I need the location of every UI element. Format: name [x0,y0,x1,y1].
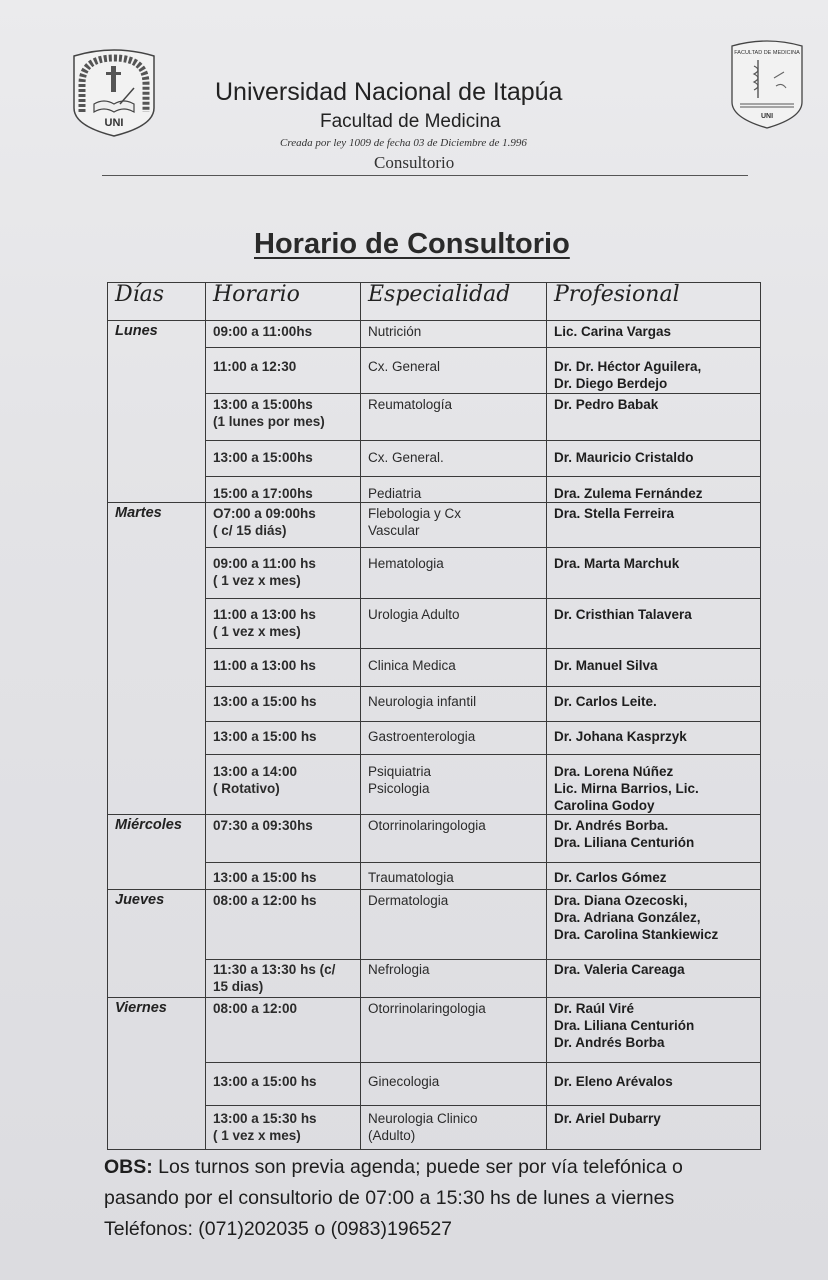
horario-cell [206,960,361,998]
table-row [108,998,761,1063]
especialidad-cell [361,687,547,722]
profesional-cell [547,649,761,687]
table-row [108,755,761,815]
university-name: Universidad Nacional de Itapúa [215,78,563,106]
profesional-cell-line: Dr. Pedro Babak [554,397,659,412]
profesional-cell-line: Dr. Andrés Borba [554,1035,665,1050]
horario-cell [206,599,361,649]
especialidad-cell-line: Otorrinolaringologia [368,818,486,833]
profesional-cell-line: Dr. Diego Berdejo [554,376,668,391]
day-cell: Martes [108,503,206,815]
profesional-cell-line: Dr. Carlos Gómez [554,870,667,885]
profesional-cell-line: Dra. Zulema Fernández [554,486,703,501]
faculty-logo-icon [728,38,806,130]
horario-cell [206,815,361,863]
profesional-cell [547,348,761,394]
phone-numbers: Teléfonos: (071)202035 o (0983)196527 [104,1218,453,1240]
profesional-cell [547,321,761,348]
especialidad-cell-line: Gastroenterologia [368,729,476,744]
profesional-cell [547,1063,761,1106]
especialidad-cell [361,548,547,599]
horario-cell [206,441,361,477]
especialidad-cell-line: Traumatologia [368,870,454,885]
department-name: Consultorio [374,153,455,172]
horario-cell-line: 13:00 a 15:00 hs [213,870,317,885]
especialidad-cell-line: Flebologia y Cx [368,506,462,521]
horario-cell-line: 08:00 a 12:00 hs [213,893,317,908]
horario-cell [206,722,361,755]
profesional-cell-line: Lic. Carina Vargas [554,324,672,339]
especialidad-cell [361,722,547,755]
table-row [108,960,761,998]
horario-cell-line: 08:00 a 12:00 [213,1001,298,1016]
profesional-cell-line: Dr. Cristhian Talavera [554,607,692,622]
horario-cell-line: 13:00 a 15:00 hs [213,1074,317,1089]
horario-cell-line: (1 lunes por mes) [213,414,325,429]
horario-cell-line: 13:00 a 15:00hs [213,397,313,412]
table-row [108,1063,761,1106]
table-row [108,503,761,548]
column-header-especialidad: Especialidad [361,283,547,321]
horario-cell-line: O7:00 a 09:00hs [213,506,316,521]
table-row [108,890,761,960]
especialidad-cell-line: Nefrologia [368,962,430,977]
profesional-cell [547,441,761,477]
horario-cell [206,477,361,503]
profesional-cell [547,755,761,815]
horario-cell-line: 13:00 a 15:30 hs [213,1111,317,1126]
profesional-cell-line: Dra. Carolina Stankiewicz [554,927,719,942]
horario-cell [206,755,361,815]
profesional-cell [547,863,761,890]
column-header-profesional: Profesional [547,283,761,321]
day-cell: Lunes [108,321,206,503]
especialidad-cell-line: Clinica Medica [368,658,456,673]
profesional-cell-line: Dr. Raúl Viré [554,1001,635,1016]
table-row [108,599,761,649]
especialidad-cell [361,1063,547,1106]
especialidad-cell-line: Reumatología [368,397,453,412]
profesional-cell [547,890,761,960]
table-row [108,1106,761,1150]
faculty-name: Facultad de Medicina [320,111,501,132]
svg-text:UNI: UNI [104,117,124,129]
horario-cell [206,321,361,348]
especialidad-cell [361,998,547,1063]
page-title: Horario de Consultorio [254,228,570,260]
table-row [108,687,761,722]
especialidad-cell-line: Ginecologia [368,1074,440,1089]
horario-cell [206,394,361,441]
horario-cell [206,1106,361,1150]
horario-cell [206,348,361,394]
profesional-cell [547,960,761,998]
especialidad-cell-line: Pediatria [368,486,422,501]
horario-cell [206,1063,361,1106]
horario-cell [206,687,361,722]
profesional-cell [547,815,761,863]
especialidad-cell [361,441,547,477]
horario-cell-line: 13:00 a 15:00 hs [213,729,317,744]
especialidad-cell [361,394,547,441]
especialidad-cell [361,477,547,503]
profesional-cell [547,503,761,548]
especialidad-cell-line: Neurologia infantil [368,694,477,709]
horario-cell [206,548,361,599]
obs-label: OBS: [104,1156,153,1178]
horario-cell-line: 09:00 a 11:00hs [213,324,313,339]
table-row [108,321,761,348]
especialidad-cell [361,755,547,815]
profesional-cell-line: Dra. Diana Ozecoski, [554,893,688,908]
especialidad-cell-line: Neurologia Clinico [368,1111,478,1126]
profesional-cell-line: Dr. Ariel Dubarry [554,1111,661,1126]
horario-cell-line: 13:00 a 14:00 [213,764,298,779]
column-header-horario: Horario [206,283,361,321]
especialidad-cell-line: Cx. General [368,359,441,374]
especialidad-cell [361,321,547,348]
especialidad-cell-line: Psiquiatria [368,764,432,779]
especialidad-cell [361,863,547,890]
profesional-cell [547,599,761,649]
uni-logo-icon [70,46,158,138]
profesional-cell [547,477,761,503]
profesional-cell [547,548,761,599]
profesional-cell-line: Dra. Lorena Núñez [554,764,674,779]
especialidad-cell-line: Nutrición [368,324,422,339]
horario-cell [206,890,361,960]
especialidad-cell [361,649,547,687]
especialidad-cell-line: Urologia Adulto [368,607,460,622]
especialidad-cell [361,960,547,998]
table-row [108,477,761,503]
horario-cell-line: ( 1 vez x mes) [213,1128,301,1143]
horario-cell [206,649,361,687]
observations-note [104,1152,784,1245]
obs-line-2: pasando por el consultorio de 07:00 a 15:30 hs de lunes a viernes [104,1187,675,1209]
especialidad-cell [361,890,547,960]
especialidad-cell-line: Otorrinolaringologia [368,1001,486,1016]
svg-text:FACULTAD DE MEDICINA: FACULTAD DE MEDICINA [734,50,800,56]
profesional-cell-line: Dr. Andrés Borba. [554,818,669,833]
especialidad-cell [361,1106,547,1150]
especialidad-cell [361,815,547,863]
table-header-row [108,283,761,321]
profesional-cell [547,687,761,722]
horario-cell-line: 11:00 a 12:30 [213,359,297,374]
especialidad-cell-line: Vascular [368,523,420,538]
profesional-cell-line: Dra. Liliana Centurión [554,1018,695,1033]
horario-cell-line: ( Rotativo) [213,781,280,796]
profesional-cell-line: Carolina Godoy [554,798,655,813]
horario-cell-line: 15:00 a 17:00hs [213,486,313,501]
horario-cell-line: 11:30 a 13:30 hs (c/ [213,962,336,977]
day-cell: Viernes [108,998,206,1150]
header-divider [102,175,748,176]
table-row [108,548,761,599]
column-header-dias: Días [108,283,206,321]
profesional-cell [547,394,761,441]
table-row [108,722,761,755]
profesional-cell [547,998,761,1063]
table-row [108,348,761,394]
profesional-cell-line: Dr. Johana Kasprzyk [554,729,687,744]
especialidad-cell [361,599,547,649]
profesional-cell-line: Dr. Carlos Leite. [554,694,657,709]
profesional-cell-line: Dra. Marta Marchuk [554,556,680,571]
horario-cell-line: 09:00 a 11:00 hs [213,556,316,571]
especialidad-cell [361,503,547,548]
svg-text:UNI: UNI [760,113,774,120]
table-row [108,863,761,890]
day-cell: Jueves [108,890,206,998]
profesional-cell-line: Dr. Manuel Silva [554,658,658,673]
table-row [108,394,761,441]
especialidad-cell-line: Dermatologia [368,893,449,908]
horario-cell-line: 11:00 a 13:00 hs [213,658,316,673]
horario-cell-line: ( 1 vez x mes) [213,573,301,588]
profesional-cell [547,1106,761,1150]
horario-cell-line: 15 dias) [213,979,264,994]
obs-line-1: OBS: Los turnos son previa agenda; puede ser por vía telefónica o [104,1156,683,1178]
especialidad-cell [361,348,547,394]
especialidad-cell-line: Hematologia [368,556,444,571]
table-row [108,815,761,863]
horario-cell-line: ( c/ 15 diás) [213,523,287,538]
horario-cell-line: 11:00 a 13:00 hs [213,607,316,622]
profesional-cell-line: Dra. Stella Ferreira [554,506,675,521]
horario-cell-line: ( 1 vez x mes) [213,624,301,639]
profesional-cell-line: Dra. Adriana González, [554,910,701,925]
especialidad-cell-line: (Adulto) [368,1128,416,1143]
table-row [108,649,761,687]
especialidad-cell-line: Psicologia [368,781,430,796]
creation-law-note: Creada por ley 1009 de fecha 03 de Diciembre de 1.996 [280,137,527,149]
profesional-cell-line: Dra. Liliana Centurión [554,835,695,850]
day-cell: Miércoles [108,815,206,890]
profesional-cell-line: Dr. Eleno Arévalos [554,1074,673,1089]
horario-cell-line: 13:00 a 15:00 hs [213,694,317,709]
profesional-cell-line: Dr. Mauricio Cristaldo [554,450,694,465]
profesional-cell [547,722,761,755]
profesional-cell-line: Lic. Mirna Barrios, Lic. [554,781,699,796]
horario-cell [206,503,361,548]
especialidad-cell-line: Cx. General. [368,450,444,465]
schedule-body [108,321,761,1150]
horario-cell-line: 07:30 a 09:30hs [213,818,313,833]
schedule-table [107,282,761,1150]
horario-cell [206,863,361,890]
table-row [108,441,761,477]
horario-cell-line: 13:00 a 15:00hs [213,450,313,465]
profesional-cell-line: Dr. Dr. Héctor Aguilera, [554,359,702,374]
horario-cell [206,998,361,1063]
profesional-cell-line: Dra. Valeria Careaga [554,962,685,977]
